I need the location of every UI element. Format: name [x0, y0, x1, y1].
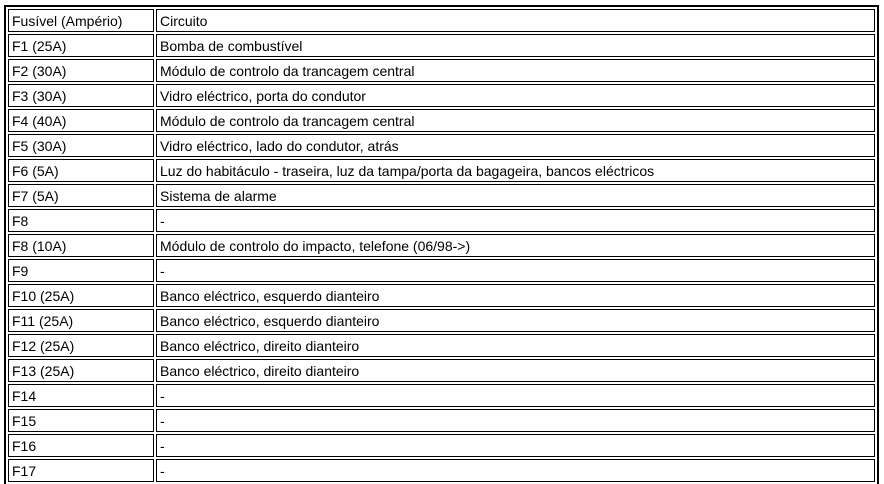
column-header-circuit: Circuito	[156, 9, 875, 32]
table-row	[8, 409, 875, 432]
table-row	[8, 234, 875, 257]
circuit-cell: -	[156, 434, 875, 457]
fuse-cell: F4 (40A)	[8, 109, 154, 132]
fuse-cell: F13 (25A)	[8, 359, 154, 382]
circuit-cell: -	[156, 459, 875, 482]
fuse-cell: F12 (25A)	[8, 334, 154, 357]
table-row	[8, 159, 875, 182]
table-row	[8, 259, 875, 282]
circuit-cell: -	[156, 384, 875, 407]
table-row	[8, 184, 875, 207]
table-row	[8, 84, 875, 107]
fuse-cell: F10 (25A)	[8, 284, 154, 307]
circuit-cell: -	[156, 209, 875, 232]
circuit-cell: Vidro eléctrico, lado do condutor, atrás	[156, 134, 875, 157]
table-row	[8, 334, 875, 357]
circuit-cell: -	[156, 409, 875, 432]
table-row	[8, 434, 875, 457]
fuse-cell: F17	[8, 459, 154, 482]
table-row	[8, 384, 875, 407]
fuse-table-body	[8, 34, 875, 482]
table-row	[8, 284, 875, 307]
fuse-cell: F14	[8, 384, 154, 407]
fuse-cell: F8	[8, 209, 154, 232]
column-header-fuse: Fusível (Ampério)	[8, 9, 154, 32]
circuit-cell: Vidro eléctrico, porta do condutor	[156, 84, 875, 107]
circuit-cell: Bomba de combustível	[156, 34, 875, 57]
fuse-cell: F16	[8, 434, 154, 457]
fuse-cell: F15	[8, 409, 154, 432]
fuse-table	[4, 5, 879, 484]
circuit-cell: Módulo de controlo da trancagem central	[156, 59, 875, 82]
fuse-cell: F6 (5A)	[8, 159, 154, 182]
circuit-cell: Banco eléctrico, direito dianteiro	[156, 359, 875, 382]
table-row	[8, 34, 875, 57]
circuit-cell: Módulo de controlo do impacto, telefone (06/98->)	[156, 234, 875, 257]
circuit-cell: Sistema de alarme	[156, 184, 875, 207]
table-row	[8, 459, 875, 482]
table-row	[8, 209, 875, 232]
circuit-cell: Módulo de controlo da trancagem central	[156, 109, 875, 132]
fuse-cell: F1 (25A)	[8, 34, 154, 57]
table-row	[8, 59, 875, 82]
table-row	[8, 134, 875, 157]
fuse-cell: F7 (5A)	[8, 184, 154, 207]
circuit-cell: Banco eléctrico, esquerdo dianteiro	[156, 284, 875, 307]
fuse-cell: F11 (25A)	[8, 309, 154, 332]
fuse-cell: F3 (30A)	[8, 84, 154, 107]
circuit-cell: Banco eléctrico, esquerdo dianteiro	[156, 309, 875, 332]
table-row	[8, 109, 875, 132]
circuit-cell: Luz do habitáculo - traseira, luz da tampa/porta da bagageira, bancos eléctricos	[156, 159, 875, 182]
fuse-cell: F5 (30A)	[8, 134, 154, 157]
fuse-cell: F8 (10A)	[8, 234, 154, 257]
table-row	[8, 309, 875, 332]
table-row	[8, 359, 875, 382]
circuit-cell: Banco eléctrico, direito dianteiro	[156, 334, 875, 357]
circuit-cell: -	[156, 259, 875, 282]
fuse-cell: F9	[8, 259, 154, 282]
fuse-cell: F2 (30A)	[8, 59, 154, 82]
header-row	[8, 9, 875, 32]
